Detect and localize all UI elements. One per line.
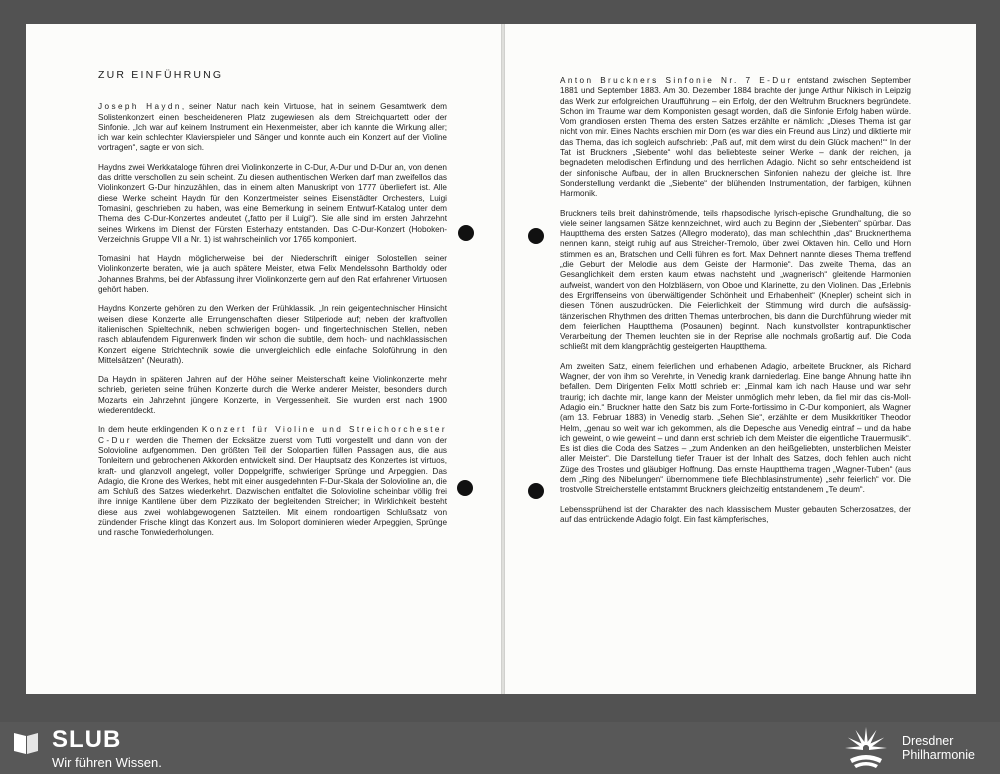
paragraph-haydn-intro [98, 102, 447, 153]
left-page [26, 24, 503, 694]
paragraph-text: In dem heute erklingenden [98, 425, 202, 435]
paragraph-tomasini: Tomasini hat Haydn möglicherweise bei der Niederschrift einiger Solostellen seiner Violinkonzerte beraten, wie ja auch spätere Meister, etwa Felix Mendelssohn Bartholdy oder Johannes Brahms, bei der Abfassung ihrer Violinkonzerte gern auf den Rat erfahrener Virtuosen gehört haben. [98, 254, 447, 295]
punch-hole [457, 480, 473, 496]
book-gutter [501, 24, 505, 694]
paragraph-vergessenheit: Da Haydn in späteren Jahren auf der Höhe seiner Meisterschaft keine Violinkonzerte mehr schrieb, gerieten seine frühen Konzerte durch die Werke anderer Meister, besonders durch Mozarts ein Jahrzehnt jüngere Konzerte, in Vergessenheit. Sie wurden erst nach 1900 wiederentdeckt. [98, 375, 447, 416]
punch-hole [528, 483, 544, 499]
punch-hole [458, 225, 474, 241]
lead-work-title: Konzert für Violine und Streichorchester C-Dur [98, 425, 447, 445]
right-page [503, 24, 976, 694]
punch-hole [528, 228, 544, 244]
dp-name-line1: Dresdner [902, 734, 954, 748]
page-heading: ZUR EINFÜHRUNG [98, 69, 224, 81]
paragraph-werkkataloge: Haydns zwei Werkkataloge führen drei Violinkonzerte in C-Dur, A-Dur und D-Dur an, von denen das dritte verschollen zu sein scheint. Zu diesen authentischen Werken darf man zweifellos das Violinkonzert G-Dur hinzuzählen, das in einem alten Manuskript von 1777 überliefert ist. Alle diese Werke scheint Haydn für den Konzertmeister seines Eisenstädter Orchesters, Luigi Tomasini, geschrieben zu haben, was eine Bemerkung in seinem Entwurf-Katalog unter dem Thema des C-Dur-Konzertes andeutet („fatto per il Luigi“). Sie alle sind im ersten Jahrzehnt seines Wirkens im Dienst der Fürsten Esterhazy entstanden. Das C-Dur-Konzert (Hoboken-Verzeichnis Gruppe VII a Nr. 1) ist wahrscheinlich vor 1765 komponiert. [98, 162, 447, 244]
paragraph-bruckner-intro [560, 76, 911, 200]
lead-work-bruckner: Anton Bruckners Sinfonie Nr. 7 E-Dur [560, 76, 793, 85]
paragraph-text: entstand zwischen September 1881 und September 1883. Am 30. Dezember 1884 brachte der junge Arthur Nikisch in Leipzig das Werk zur erfolgreichen Uraufführung – ein Erfolg, der den Weltruhm Bruckners begründete. Schon im Traume war dem Komponisten gesagt worden, daß die Sinfonie Erfolg haben würde. Vom grandiosen ersten Thema des ersten Satzes erzählte er nämlich: „Dieses Thema ist gar nicht von mir. Eines Nachts erschien mir Dorn (es war dies ein Freund aus Linz) und diktierte mir das Thema, das ich sogleich aufschrieb: ‚Paß auf, mit dem wirst du dein Glück machen!‘“ In der Tat ist Bruckners „Siebente“ wohl das beliebteste seiner Werke – dank der reichen, ja begnadeten melodischen Erfindung und des herrlichen Adagio. Nicht so sehr entscheidend ist der sinfonische Aufbau, der in allen Brucknerschen Sinfonien nahezu der gleiche ist. Ihre Sonderstellung verdankt die „Siebente“ der blühenden Instrumentation, der farbigen, kühnen Harmonik. [560, 76, 911, 199]
dresdner-philharmonie-name[interactable] [902, 734, 975, 762]
paragraph-fruehklassik: Haydns Konzerte gehören zu den Werken der Frühklassik. „In rein geigentechnischer Hinsicht weisen diese Konzerte alle Errungenschaften dieser Stilperiode auf; neben der kraftvollen italienischen Spieltechnik, neben schwierigen bogen- und fingertechnischen Stellen, neben rasch ablaufendem Figurenwerk finden wir schon die subtile, dem hoch- und nachklassischen Konzert eigene Strichtechnik sowie die unvergleichlich edle einfache Soloführung in den Mittelsätzen“ (Neurath). [98, 304, 447, 365]
slub-name[interactable]: SLUB [52, 726, 122, 753]
dp-name-line2: Philharmonie [902, 748, 975, 762]
paragraph-erster-satz: Bruckners teils breit dahinströmende, teils rhapsodische lyrisch-epische Grundhaltung, die so viele seiner langsamen Sätze kennzeichnet, wird auch zu Beginn der „Siebenten“ spürbar. Das Hauptthema des ersten Satzes (Allegro moderato), das man schlechthin „das“ Brucknerthema nennen kann, steigt ruhig auf aus Streicher-Tremolo, über zwei Oktaven hin. Cello und Horn stimmen es an, Bratschen und Celli führen es fort. Max Dehnert nannte dieses Thema treffend „die Geburt der Melodie aus dem Geiste der Harmonie“. Das zweite Thema, das an Gesanglichkeit dem ersten kaum etwas nachsteht und „wagnerisch“ gleitende Harmonien aufweist, wandert von den Holzbläsern, von Oboe und Klarinette, zu den Violinen. Das „Erlebnis des Ergriffenseins von überwältigender Schönheit und Erhabenheit“ (Knepler) scheint sich in diesen Tönen auszudrücken. Die Feierlichkeit der Stimmung wird durch die aufsässig-tänzerischen Rhythmen des dritten Themas unterbrochen, bis dann die Durchführung wieder mit dem feierlichen Hauptthema (Posaunen) beginnt. Nach kunstvollster kontrapunktischer Verarbeitung der Themen leuchten sie in der Reprise alle nochmals großartig auf. Die Coda schließt mit dem klangprächtig gesteigerten Hauptthema. [560, 208, 911, 352]
paragraph-text: werden die Themen der Ecksätze zuerst vom Tutti vorgestellt und dann von der Solovioline aufgenommen. Den größten Teil der Solopartien füllen Passagen aus, die aus Tonleitern und gebrochenen Akkorden entwickelt sind. Der Hauptsatz des Konzertes ist virtuos, kraft- und glanzvoll angelegt, voller Doppelgriffe, schwieriger Sprünge und Arpeggien. Das Adagio, die Krone des Werkes, hebt mit einer ausgedehnten F-Dur-Skala der Solovioline an, die am Schluß des Satzes wiederkehrt. Dazwischen entfaltet die Solovioline scheinbar völlig frei ihre innige Kantilene über dem Pizzikato der begleitenden Streicher; in Wirklichkeit besteht diese aus zwei wohlabgewogenen Satzteilen. Mit einem rondoartigen Schlußsatz von zündender Frische klingt das Konzert aus. Im Soloport dominieren wieder Arpeggien, Sprünge und rasche Tonwiederholungen. [98, 435, 447, 538]
lead-name-haydn: Joseph Haydn [98, 102, 182, 112]
paragraph-konzert-c-dur [98, 425, 447, 538]
slub-tagline: Wir führen Wissen. [52, 755, 162, 770]
paragraph-text: , seiner Natur nach kein Virtuose, hat in seinem Gesamtwerk dem Solistenkonzert einen bescheideneren Platz zugewiesen als dem Streichquartett oder der Sinfonie. „Ich war auf keinem Instrument ein Hexenmeister, aber ich kannte die Wirkung aller; ich war kein schlechter Klavierspieler und Sänger und konnte auch ein Konzert auf der Violine vortragen“, sagte er von sich. [98, 102, 447, 153]
footer-bar [0, 722, 1000, 774]
paragraph-scherzo: Lebenssprühend ist der Charakter des nach klassischem Muster gebauten Scherzosatzes, der auf das entrückende Adagio folgt. Ein fast kämpferisches, [560, 504, 911, 524]
dresdner-philharmonie-logo-icon[interactable] [842, 725, 890, 771]
paragraph-adagio: Am zweiten Satz, einem feierlichen und erhabenen Adagio, arbeitete Bruckner, als Richard Wagner, der von ihm so Verehrte, in Venedig krank darniederlag. Eine bange Ahnung hatte ihn befallen. Dem Dirigenten Felix Mottl schrieb er: „Einmal kam ich nach Hause und war sehr traurig; ich dachte mir, lange kann der Meister unmöglich mehr leben, da fiel mir das cis-Moll-Adagio ein.“ Bruckner hatte den Satz bis zum Forte-fortissimo in C-Dur komponiert, als Wagner (am 13. Februar 1883) in Venedig starb. „Sehen Sie“, erzählte er dem Musikkritiker Theodor Helm, „genau so weit war ich gekommen, als die Depesche aus Venedig eintraf – und da habe ich geweint, o wie geweint – und dann erst schrieb ich dem Meister die eigentliche Trauermusik“. Es ist dies die Coda des Satzes – „zum Andenken an den heißgeliebten, unsterblichen Meister aller Meister“. Die Darstellung tiefer Trauer ist der Inhalt des Satzes, doch fehlen auch nicht Züge des Trostes und gläubiger Hoffnung. Das ernste Hauptthema tragen „Wagner-Tuben“ (aus dem „Ring des Nibelungen“ übernommene tiefe Blechblasinstrumente) „sehr feierlich“ vor. Die trostvolle Streicherstelle entstammt Bruckners gleichzeitig entstandenem „Te deum“. [560, 361, 911, 495]
slub-logo-icon[interactable] [12, 730, 40, 756]
